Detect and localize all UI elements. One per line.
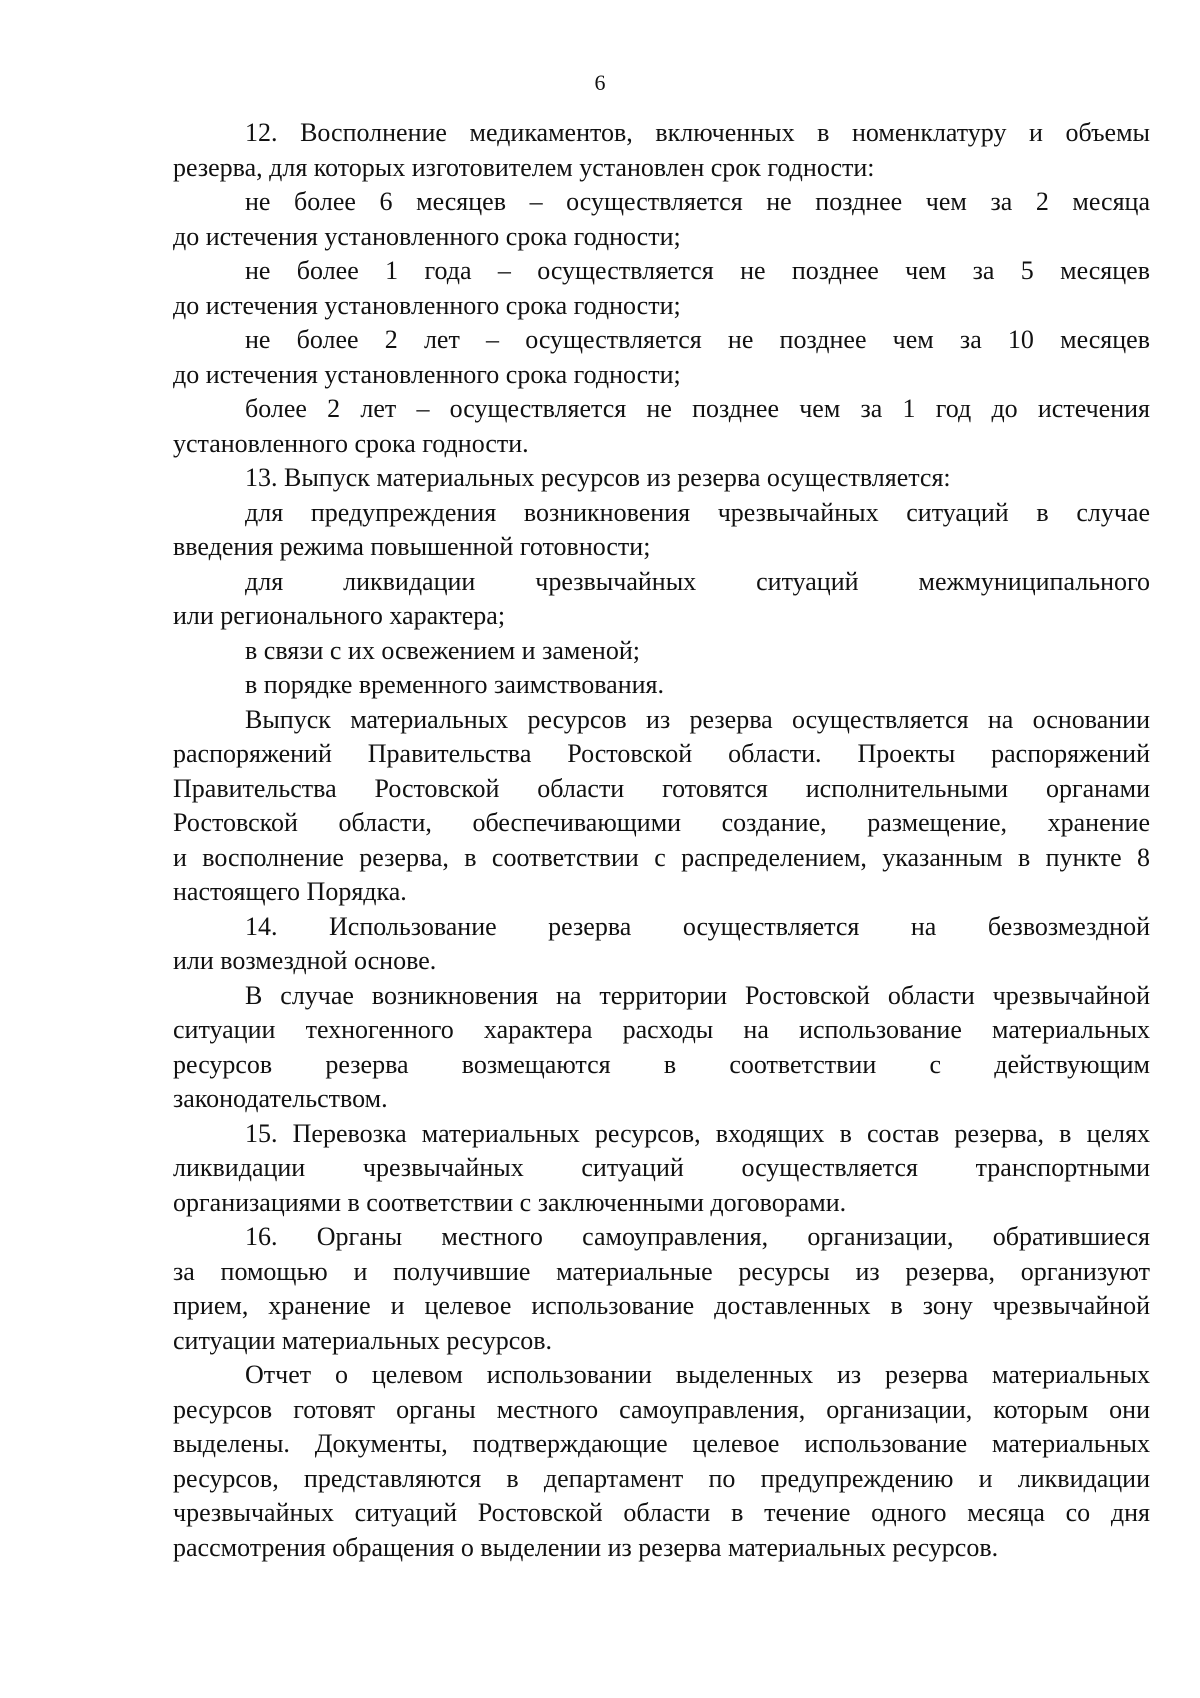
text-line: Правительства Ростовской области готовятся исполнительными органами xyxy=(173,773,1150,803)
paragraph xyxy=(173,323,1150,392)
text-line: Ростовской области, обеспечивающими создание, размещение, хранение xyxy=(173,808,1150,837)
paragraph xyxy=(173,565,1150,634)
document-body xyxy=(173,116,1150,1565)
text-line: в порядке временного заимствования. xyxy=(245,670,664,699)
text-line: организациями в соответствии с заключенными договорами. xyxy=(173,1187,847,1217)
text-line: в связи с их освежением и заменой; xyxy=(245,635,640,665)
paragraph xyxy=(173,461,1150,496)
paragraph xyxy=(173,1358,1150,1565)
text-line: выделены. Документы, подтверждающие целевое использование материальных xyxy=(173,1429,1150,1458)
text-line: 14. Использование резерва осуществляется на безвозмездной xyxy=(245,911,1150,941)
text-line: до истечения установленного срока годности; xyxy=(173,290,681,320)
paragraph xyxy=(173,1117,1150,1221)
paragraph xyxy=(173,634,1150,669)
text-line: распоряжений Правительства Ростовской области. Проекты распоряжений xyxy=(173,739,1150,768)
text-line: рассмотрения обращения о выделении из резерва материальных ресурсов. xyxy=(173,1532,999,1562)
text-line: законодательством. xyxy=(173,1084,388,1113)
text-line: не более 6 месяцев – осуществляется не позднее чем за 2 месяца xyxy=(245,187,1150,216)
paragraph xyxy=(173,185,1150,254)
text-line: настоящего Порядка. xyxy=(173,877,407,906)
text-line: для ликвидации чрезвычайных ситуаций межмуниципального xyxy=(245,566,1150,596)
text-line: прием, хранение и целевое использование доставленных в зону чрезвычайной xyxy=(173,1291,1150,1320)
text-line: чрезвычайных ситуаций Ростовской области в течение одного месяца со дня xyxy=(173,1498,1150,1527)
text-line: не более 1 года – осуществляется не позднее чем за 5 месяцев xyxy=(245,256,1150,285)
text-line: В случае возникновения на территории Ростовской области чрезвычайной xyxy=(245,980,1150,1010)
paragraph xyxy=(173,910,1150,979)
text-line: введения режима повышенной готовности; xyxy=(173,532,651,561)
page-number: 6 xyxy=(594,70,606,95)
text-line: резерва, для которых изготовителем установлен срок годности: xyxy=(173,152,875,182)
paragraph xyxy=(173,254,1150,323)
text-line: или регионального характера; xyxy=(173,601,506,630)
paragraph xyxy=(173,703,1150,910)
text-line: более 2 лет – осуществляется не позднее чем за 1 год до истечения xyxy=(245,394,1150,423)
paragraph xyxy=(173,392,1150,461)
text-line: установленного срока годности. xyxy=(173,428,529,458)
text-line: ресурсов резерва возмещаются в соответствии с действующим xyxy=(173,1049,1150,1079)
paragraph xyxy=(173,668,1150,703)
text-line: за помощью и получившие материальные ресурсы из резерва, организуют xyxy=(173,1256,1150,1286)
text-line: и восполнение резерва, в соответствии с распределением, указанным в пункте 8 xyxy=(173,842,1150,872)
paragraph xyxy=(173,496,1150,565)
text-line: ресурсов готовят органы местного самоуправления, организации, которым они xyxy=(173,1394,1150,1424)
text-line: 15. Перевозка материальных ресурсов, входящих в состав резерва, в целях xyxy=(245,1118,1150,1148)
text-line: ситуации техногенного характера расходы на использование материальных xyxy=(173,1015,1150,1044)
text-line: до истечения установленного срока годности; xyxy=(173,221,681,251)
text-line: ситуации материальных ресурсов. xyxy=(173,1325,553,1355)
text-line: Выпуск материальных ресурсов из резерва осуществляется на основании xyxy=(245,704,1150,734)
text-line: 13. Выпуск материальных ресурсов из резерва осуществляется: xyxy=(245,463,951,492)
text-line: Отчет о целевом использовании выделенных из резерва материальных xyxy=(245,1360,1150,1389)
text-line: ликвидации чрезвычайных ситуаций осуществляется транспортными xyxy=(173,1153,1150,1182)
text-line: до истечения установленного срока годности; xyxy=(173,359,681,389)
text-line: не более 2 лет – осуществляется не позднее чем за 10 месяцев xyxy=(245,325,1150,354)
paragraph xyxy=(173,1220,1150,1358)
paragraph xyxy=(173,979,1150,1117)
text-line: для предупреждения возникновения чрезвычайных ситуаций в случае xyxy=(245,497,1150,527)
text-line: или возмездной основе. xyxy=(173,946,437,975)
text-line: ресурсов, представляются в департамент по предупреждению и ликвидации xyxy=(173,1463,1150,1493)
text-line: 12. Восполнение медикаментов, включенных в номенклатуру и объемы xyxy=(245,118,1150,147)
paragraph xyxy=(173,116,1150,185)
text-line: 16. Органы местного самоуправления, организации, обратившиеся xyxy=(245,1222,1150,1251)
